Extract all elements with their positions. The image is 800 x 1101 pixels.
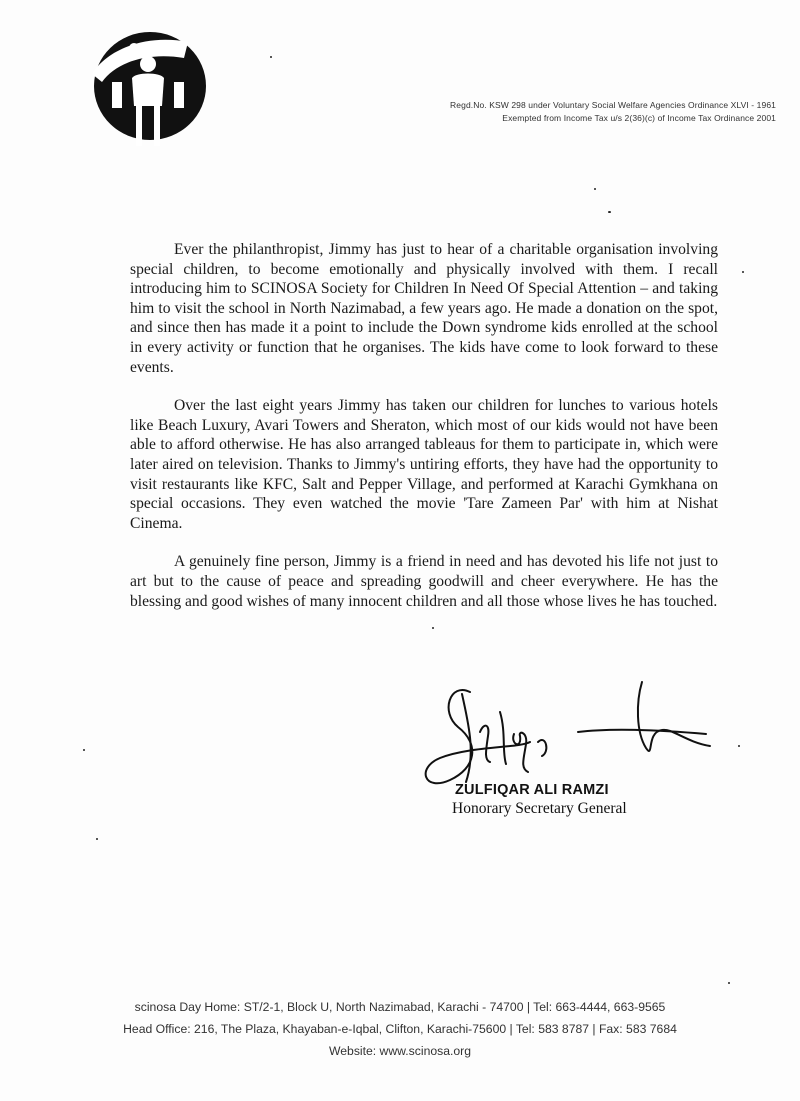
scan-speck xyxy=(738,745,740,747)
scan-speck xyxy=(83,749,85,751)
registration-line-1: Regd.No. KSW 298 under Voluntary Social Welfare Agencies Ordinance XLVI - 1961 xyxy=(450,100,776,110)
scinosa-logo-icon xyxy=(88,28,210,150)
paragraph-1: Ever the philanthropist, Jimmy has just to hear of a charitable organisation involving special children, to become emotionally and physically involved with them. I recall introducing him to SCINOSA Society for Children In Need Of Special Attention – and taking him to visit the school in North Nazimabad, a few years ago. He made a donation on the spot, and since then has made it a point to include the Down syndrome kids enrolled at the school in every activity or function that he organises. The kids have come to look forward to these events. xyxy=(130,241,718,376)
signatory-title: Honorary Secretary General xyxy=(452,800,627,817)
footer-address-head-office: Head Office: 216, The Plaza, Khayaban-e-Iqbal, Clifton, Karachi-75600 | Tel: 583 8787 | Fax: 583 7684 xyxy=(123,1022,677,1036)
scan-speck xyxy=(270,56,272,58)
signatory-name: ZULFIQAR ALI RAMZI xyxy=(455,782,609,798)
paragraph-3: A genuinely fine person, Jimmy is a friend in need and has devoted his life not just to art but to the cause of peace and spreading goodwill and cheer everywhere. He has the blessing and good wishes of many innocent children and all those whose lives he has touched. xyxy=(130,553,718,610)
scan-speck xyxy=(432,627,434,629)
scan-speck xyxy=(594,188,596,190)
scan-speck xyxy=(742,271,744,273)
scan-speck xyxy=(728,982,730,984)
paragraph-2: Over the last eight years Jimmy has taken our children for lunches to various hotels like Beach Luxury, Avari Towers and Sheraton, which most of our kids would not have been able to afford otherwise. He has also arranged tableaus for them to participate in, which were later aired on television. Thanks to Jimmy's untiring efforts, they have had the opportunity to visit restaurants like KFC, Salt and Pepper Village, and performed at Karachi Gymkhana on special occasions. They even watched the movie 'Tare Zameen Par' with him at Nishat Cinema. xyxy=(130,397,718,532)
letter-body xyxy=(130,240,718,630)
footer-address-day-home: scinosa Day Home: ST/2-1, Block U, North Nazimabad, Karachi - 74700 | Tel: 663-4444, 663-9565 xyxy=(134,1000,666,1014)
scan-speck xyxy=(96,838,98,840)
footer-website: Website: www.scinosa.org xyxy=(328,1044,472,1058)
registration-line-2: Exempted from Income Tax u/s 2(36)(c) of Income Tax Ordinance 2001 xyxy=(502,113,776,123)
scan-speck xyxy=(608,211,611,213)
